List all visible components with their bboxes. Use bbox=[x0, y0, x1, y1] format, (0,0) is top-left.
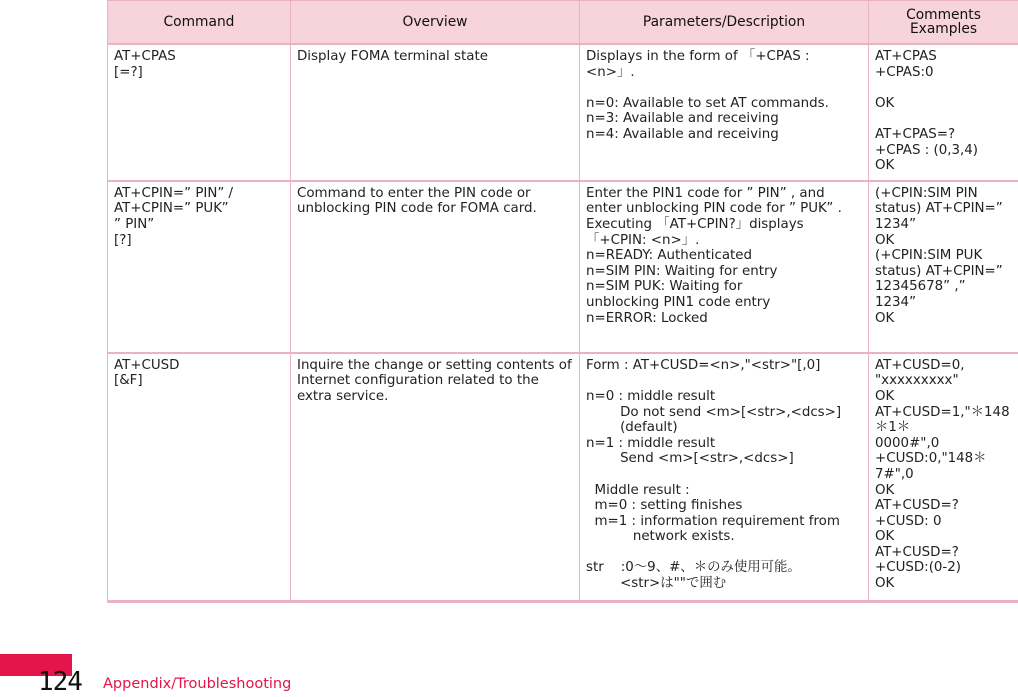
page-number: 124 bbox=[38, 667, 82, 697]
cell-examples: (+CPIN:SIM PIN status) AT+CPIN=” 1234” OK (+CPIN:SIM PUK status) AT+CPIN=” 12345678” ,” 1234” OK bbox=[869, 181, 1018, 353]
command-table bbox=[107, 0, 1018, 603]
cell-command: AT+CPIN=” PIN” / AT+CPIN=” PUK” ” PIN” [?] bbox=[108, 181, 291, 353]
table-header-row bbox=[108, 1, 1018, 45]
table-row bbox=[108, 181, 1018, 353]
cell-command: AT+CPAS [=?] bbox=[108, 44, 291, 181]
header-overview: Overview bbox=[291, 1, 580, 45]
cell-examples: AT+CUSD=0, "xxxxxxxxx" OK AT+CUSD=1,"＊148＊1＊ 0000#",0 +CUSD:0,"148＊7#",0 OK AT+CUSD=? +CUSD: 0 OK AT+CUSD=? +CUSD:(0-2) OK bbox=[869, 353, 1018, 602]
header-comments-examples: Comments Examples bbox=[869, 1, 1018, 45]
cell-parameters: Enter the PIN1 code for ” PIN” , and enter unblocking PIN code for ” PUK” . Executing 「AT+CPIN?」displays 「+CPIN: <n>」. n=READY: Authenticated n=SIM PIN: Waiting for entry n=SIM PUK: Waiting for unblocking PIN1 code entry n=ERROR: Locked bbox=[580, 181, 869, 353]
cell-command: AT+CUSD [&F] bbox=[108, 353, 291, 602]
header-command: Command bbox=[108, 1, 291, 45]
cell-parameters: Displays in the form of 「+CPAS : <n>」. n=0: Available to set AT commands. n=3: Available and receiving n=4: Available and receiving bbox=[580, 44, 869, 181]
cell-overview: Inquire the change or setting contents of Internet configuration related to the extra service. bbox=[291, 353, 580, 602]
table-row bbox=[108, 44, 1018, 181]
cell-examples: AT+CPAS +CPAS:0 OK AT+CPAS=? +CPAS : (0,3,4) OK bbox=[869, 44, 1018, 181]
cell-parameters: Form : AT+CUSD=<n>,"<str>"[,0] n=0 : middle result Do not send <m>[<str>,<dcs>] (default) n=1 : middle result Send <m>[<str>,<dcs>] Middle result : m=0 : setting finishes m=1 : information requirement from network exists. str :0～9、#、＊のみ使用可能。 <str>は""で囲む bbox=[580, 353, 869, 602]
cell-overview: Command to enter the PIN code or unblocking PIN code for FOMA card. bbox=[291, 181, 580, 353]
section-title: Appendix/Troubleshooting bbox=[103, 676, 292, 692]
table-row bbox=[108, 353, 1018, 602]
cell-overview: Display FOMA terminal state bbox=[291, 44, 580, 181]
header-parameters: Parameters/Description bbox=[580, 1, 869, 45]
